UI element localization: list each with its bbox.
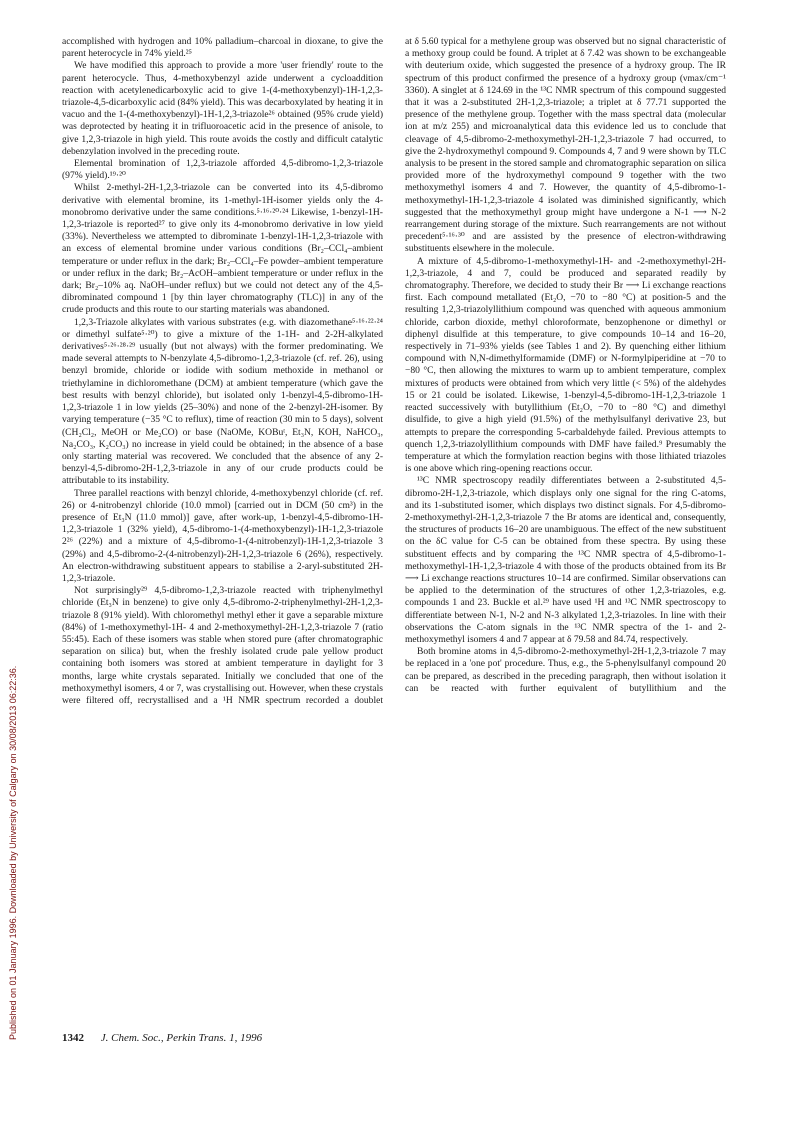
left-column — [62, 36, 383, 707]
paragraph: We have modified this approach to provide a more 'user friendly' route to the parent heterocycle. Thus, 4-methoxybenzyl azide underwent a cycloaddition reaction with acetylenedicarboxylic acid to give 1-(4-methoxybenzyl)-1H-1,2,3-triazole-4,5-dicarboxylic acid (84% yield). This was decarboxylated by heating it in vacuo and the 1-(4-methoxybenzyl)-1H-1,2,3-triazole²⁶ obtained (95% crude yield) was deprotected by heating it in trifluoroacetic acid in the presence of anisole, to give 1,2,3-triazole in high yield. This route avoids the costly and difficult catalytic debenzylation involved in the preceding route. — [62, 60, 383, 157]
page-number: 1342 — [62, 1032, 84, 1044]
paragraph: A mixture of 4,5-dibromo-1-methoxymethyl-1H- and -2-methoxymethyl-2H-1,2,3-triazole, 4 and 7, could be produced and separated readily by chromatography. Therefore, we decided to study their Br ⟶ Li exchange reactions first. Each compound metallated (Et₂O, −70 to −80 °C) at position-5 and the resulting 1,2,3-triazolyllithium compound was quenched with aqueous ammonium chloride, carbon dioxide, methyl chloroformate, benzophenone or dimethyl or diphenyl disulfide at this temperature, to give compounds 10–14 and 16–20, respectively in 71–93% yields (see Tables 1 and 2). By quenching either lithium compound with N,N-dimethylformamide (DMF) or N-formylpiperidine at −70 to −80 °C, then allowing the mixtures to warm up to ambient temperature, complex mixtures of products were obtained from which very little (< 5%) of the aldehydes 15 or 21 could be isolated. Likewise, 1-benzyl-4,5-dibromo-1H-1,2,3-triazole 1 reacted successively with butyllithium (Et₂O, −70 to −80 °C) and dimethyl disulfide, to give a high yield (91.5%) of the methylsulfanyl derivative 23, but attempts to prepare the corresponding 5-carbaldehyde failed. Previous attempts to quench 1,2,3-triazolyllithium compounds with DMF have failed.⁹ Presumably the temperature at which the formylation reaction begins with those lithiated triazoles is one above which ring-opening reactions occur. — [405, 255, 726, 475]
paragraph: Both bromine atoms in 4,5-dibromo-2-methoxymethyl-2H-1,2,3-triazole 7 may be replaced in a 'one pot' procedure. Thus, e.g., the 5-phenylsulfanyl compound 20 can be prepared, as described in the preceding paragraph, then without isolation it can be reacted with further equivalent of butyllithium and the — [405, 646, 726, 694]
download-watermark-text: Published on 01 January 1996. Downloaded by University of Calgary on 30/08/2013 06:22:36. — [8, 665, 18, 1040]
right-column — [405, 36, 726, 695]
page-footer — [62, 1032, 262, 1044]
journal-citation: J. Chem. Soc., Perkin Trans. 1, 1996 — [100, 1032, 263, 1044]
paragraph: Three parallel reactions with benzyl chloride, 4-methoxybenzyl chloride (cf. ref. 26) or 4-nitrobenzyl chloride (10.0 mmol) [carried out in DCM (50 cm³) in the presence of Et₃N (11.0 mmol)] gave, after work-up, 1-benzyl-4,5-dibromo-1H-1,2,3-triazole 1 (32% yield), 4,5-dibromo-1-(4-methoxybenzyl)-1H-1,2,3-triazole 2²⁶ (22%) and a mixture of 4,5-dibromo-1-(4-nitrobenzyl)-1H-1,2,3-triazole 3 (29%) and 4,5-dibromo-2-(4-nitrobenzyl)-2H-1,2,3-triazole 6 (26%), respectively. An electron-withdrawing substituent appears to stabilise a 2-aryl-substituted 2H-1,2,3-triazole. — [62, 487, 383, 584]
paragraph: Elemental bromination of 1,2,3-triazole afforded 4,5-dibromo-1,2,3-triazole (97% yield).¹⁹·²⁰ — [62, 158, 383, 182]
paragraph: Not surprisingly²⁹ 4,5-dibromo-1,2,3-triazole reacted with triphenylmethyl chloride (Et₃N in benzene) to give only 4,5-dibromo-2-triphenylmethyl-2H-1,2,3-triazole 8 (91% yield). With chloromethyl methyl ether it gave a separable mixture (84%) of 1-methoxymethyl-1H- 4 and 2-methoxymethyl-2H-1,2,3-triazole 7 (ratio 55:45). Each of these isomers was stable when stored pure (after chromatographic separation on silica) but, when the freshly isolated crude pale yellow product containing both isomers was stored at ambient temperature in daylight for 3 months, large white crystals separated. Initially we concluded that one of the methoxymethyl isomers, 4 or 7, was crystallising out. However, when these crystals were filtered off, recrystallised and a ¹H NMR spectrum recorded a doublet — [62, 585, 383, 706]
paragraph: accomplished with hydrogen and 10% palladium–charcoal in dioxane, to give the parent heterocycle in 74% yield.²⁵ — [62, 36, 383, 60]
download-watermark — [6, 80, 20, 1040]
paragraph: ¹³C NMR spectroscopy readily differentiates between a 2-substituted 4,5-dibromo-2H-1,2,3-triazole, which displays only one signal for the ring C-atoms, and its 1-substituted isomer, which displays two distinct signals. For 4,5-dibromo-2-methoxymethyl-2H-1,2,3-triazole 7 the Br atoms are identical and, consequently, the structures of products 16–20 are unambiguous. The effect of the new substituent on the δC value for C-5 can be obtained from these spectra. By using these substituent effects and by comparing the ¹³C NMR spectra of 4,5-dibromo-1-methoxymethyl-1H-1,2,3-triazole 4 with those of the products obtained from its Br ⟶ Li exchange reactions structures 10–14 are confirmed. Similar observations can be applied to the determination of the structures of other 1,2,3-triazoles, e.g. compounds 1 and 23. Buckle et al.²⁹ have used ¹H and ¹³C NMR spectroscopy to differentiate between N-1, N-2 and N-3 alkylated 1,2,3-triazoles. In line with their observations the C-atom signals in the ¹³C NMR spectra of the 1- and 2-methoxymethyl isomers 4 and 7 appear at δ 79.58 and 84.74, respectively. — [405, 475, 726, 645]
paragraph: at δ 5.60 typical for a methylene group was observed but no signal characteristic of a methoxy group could be found. A triplet at δ 7.42 was shown to be exchangeable with deuterium oxide, which suggested the presence of a hydroxy group. The IR spectrum of this product confirmed the presence of a hydroxy group (νmax/cm⁻¹ 3360). A singlet at δ 124.69 in the ¹³C NMR spectrum of this compound suggested that it was a 2-substituted 2H-1,2,3-triazole; a triplet at δ 77.71 supported the presence of the methylene group. Together with the mass spectral data (molecular ion at m/z 255) and microanalytical data this evidence led us to conclude that cleavage of 4,5-dibromo-2-methoxymethyl-2H-1,2,3-triazole 7 had occurred, to give the 2-hydroxymethyl compound 9. Compounds 4, 7 and 9 were shown by TLC analysis to be present in the stored sample and chromatographic separation on silica provided more of the hydroxymethyl compound 9 together with the two methoxymethyl isomers 4 and 7. However, the quantity of 4,5-dibromo-1-methoxymethyl-1H-1,2,3-triazole 4 isolated was diminished significantly, which suggested that the methoxymethyl group might have undergone a N-1 ⟶ N-2 rearrangement during storage of the mixture. Such rearrangements are not without precedent⁵·¹⁶·³⁰ and are assisted by the presence of electron-withdrawing substituents elsewhere in the molecule. — [405, 36, 726, 255]
paragraph: 1,2,3-Triazole alkylates with various substrates (e.g. with diazomethane⁵·¹⁶·²²·²⁴ or dimethyl sulfate⁵·²⁰) to give a mixture of the 1-1H- and 2-2H-alkylated derivatives⁵·²⁶·²⁸·²⁹ usually (but not always) with the former predominating. We made several attempts to N-benzylate 4,5-dibromo-1,2,3-triazole (cf. ref. 26), using benzyl bromide, chloride or iodide with sodium methoxide in methanol or triethylamine in dichloromethane (DCM) at ambient temperature (which gave the best results with benzyl chloride), but isolated only 1-benzyl-4,5-dibromo-1H-1,2,3-triazole 1 in low yields (25–30%) and none of the 2-benzyl-2H-isomer. By varying temperature (−35 °C to reflux), time of reaction (30 min to 5 days), solvent (CH₂Cl₂, MeOH or Me₂CO) or base (NaOMe, KOBuᵗ, Et₃N, KOH, NaHCO₃, Na₂CO₃, K₂CO₃) no increase in yield could be obtained; in the absence of a base only starting material was recovered. We concluded that the absence of any 2-benzyl-4,5-dibromo-2H-1,2,3-triazole in any of our crude products could be attributable to its instability. — [62, 316, 383, 487]
paragraph: Whilst 2-methyl-2H-1,2,3-triazole can be converted into its 4,5-dibromo derivative with elemental bromine, its 1-methyl-1H-isomer yields only the 4-monobromo derivative under the same conditions.⁵·¹⁶·²⁰·²⁴ Likewise, 1-benzyl-1H-1,2,3-triazole is reported²⁷ to give only its 4-monobromo derivative in low yield (33%). Nevertheless we attempted to dibrominate 1-benzyl-1H-1,2,3-triazole with an excess of elemental bromine under various conditions (Br₂–CCl₄–ambient temperature or under reflux in the dark; Br₂–CCl₄–Fe powder–ambient temperature or under reflux in the dark; Br₂–AcOH–ambient temperature or under reflux in the dark; Br₂–10% aq. NaOH–under reflux) but we could not detect any of the 4,5-dibrominated compound 1 [by thin layer chromatography (TLC)] in any of the crude products and this route to our starting materials was abandoned. — [62, 182, 383, 316]
